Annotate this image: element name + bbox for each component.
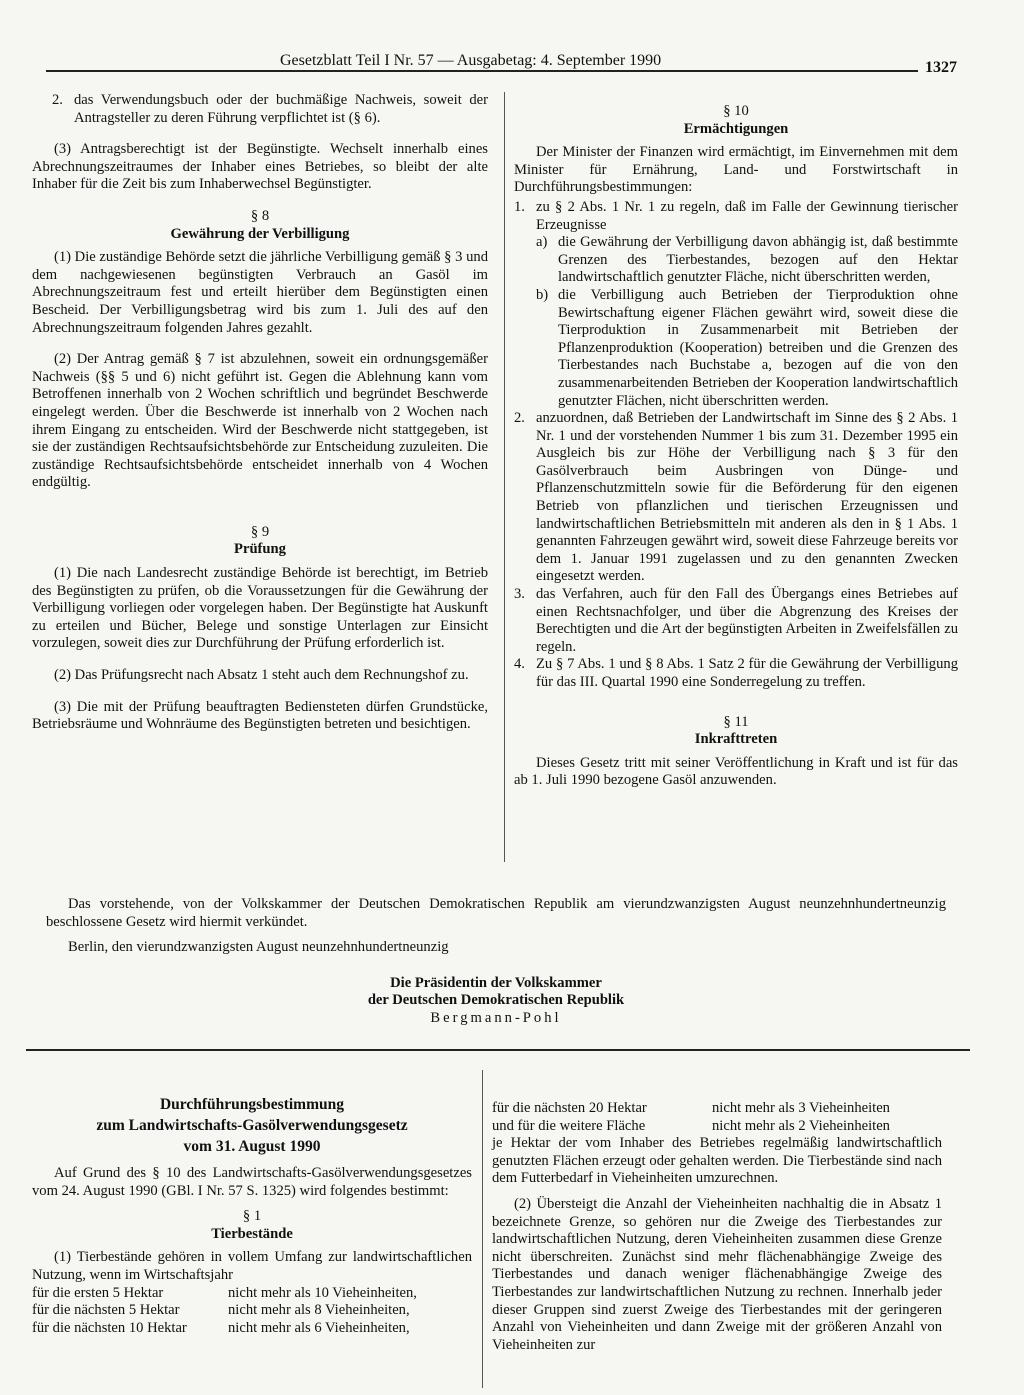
- regulation-date: vom 31. August 1990: [183, 1138, 321, 1155]
- list-item: 1. zu § 2 Abs. 1 Nr. 1 zu regeln, daß im Falle der Gewinnung tierischer Erzeugnisse: [514, 198, 958, 233]
- paragraph: Auf Grund des § 10 des Landwirtschafts-Gasölverwendungsgesetzes vom 24. August 1990 (GBl. I Nr. 57 S. 1325) wird folgendes bestimmt:: [32, 1165, 472, 1199]
- section-number: § 1: [242, 1208, 262, 1225]
- signer-name: Bergmann-Pohl: [430, 1009, 562, 1026]
- left-column-lower: [32, 1094, 472, 1337]
- table-row: und für die weitere Fläche nicht mehr als 2 Vieheinheiten: [492, 1117, 890, 1134]
- section-number: § 9: [250, 523, 270, 540]
- regulation-subtitle: zum Landwirtschafts-Gasölverwendungsgesetz: [96, 1117, 408, 1134]
- place-date: Berlin, den vierundzwanzigsten August neunzehnhundertneunzig: [68, 939, 449, 956]
- section-number: § 10: [723, 103, 749, 119]
- right-column-lower: [492, 1100, 942, 1354]
- left-column-upper: [32, 92, 488, 748]
- column-divider-lower: [482, 1070, 483, 1388]
- paragraph: Der Minister der Finanzen wird ermächtigt, im Einvernehmen mit dem Minister für Ernährung, Land- und Forstwirtschaft in Durchführungsbestimmungen:: [514, 144, 958, 196]
- paragraph: Dieses Gesetz tritt mit seiner Veröffentlichung in Kraft und ist für das ab 1. Juli 1990 bezogene Gasöl anzuwenden.: [514, 754, 958, 789]
- promulgation-text: Das vorstehende, von der Volkskammer der Deutschen Demokratischen Republik am vierundzwanzigsten August neunzehnhundertneunzig beschlossene Gesetz wird hiermit verkündet.: [46, 896, 946, 930]
- section-title: Tierbestände: [211, 1225, 293, 1242]
- section-number: § 8: [250, 207, 270, 224]
- header-rule: [46, 70, 918, 72]
- paragraph: (1) Tierbestände gehören in vollem Umfang zur landwirtschaftlichen Nutzung, wenn im Wirtschaftsjahr: [32, 1249, 472, 1283]
- section-rule: [26, 1049, 970, 1051]
- table-row: für die ersten 5 Hektar nicht mehr als 10 Vieheinheiten,: [32, 1284, 417, 1301]
- table-row: für die nächsten 10 Hektar nicht mehr als 6 Vieheinheiten,: [32, 1319, 410, 1336]
- table-row: für die nächsten 20 Hektar nicht mehr als 3 Vieheinheiten: [492, 1100, 890, 1116]
- signature-office-2: der Deutschen Demokratischen Republik: [367, 992, 625, 1009]
- gazette-title: Gesetzblatt Teil I Nr. 57 — Ausgabetag: 4. September 1990: [280, 52, 662, 69]
- regulation-title: Durchführungsbestimmung: [159, 1096, 345, 1113]
- section-title: Inkrafttreten: [694, 731, 778, 748]
- right-column-upper: [514, 103, 958, 804]
- paragraph: (3) Die mit der Prüfung beauftragten Bediensteten dürfen Grundstücke, Betriebsräume und Wohnräume des Begünstigten betreten und besichtigen.: [32, 698, 488, 733]
- section-number: § 11: [723, 713, 749, 730]
- sub-item: a) die Gewährung der Verbilligung davon abhängig ist, daß bestimmte Grenzen des Tierbestandes, bezogen auf den Hektar landwirtschaftlich genutzter Fläche, nicht überschritten werden,: [536, 234, 958, 286]
- paragraph: (1) Die zuständige Behörde setzt die jährliche Verbilligung gemäß § 3 und dem nachgewiesenen begünstigten Verbrauch an Gasöl im Abrechnungszeitraum fest und erteilt hierüber dem Begünstigten einen Bescheid. Der Verbilligungsbetrag wird bis zum 1. Juli des auf den Abrechnungszeitraum folgenden Jahres gezahlt.: [32, 249, 488, 336]
- column-divider: [504, 92, 505, 862]
- list-item: 2. das Verwendungsbuch oder der buchmäßige Nachweis, soweit der Antragsteller zu deren Führung verpflichtet ist (§ 6).: [52, 92, 488, 126]
- table-row: für die nächsten 5 Hektar nicht mehr als 8 Vieheinheiten,: [32, 1302, 410, 1319]
- list-item: 3. das Verfahren, auch für den Fall des Übergangs eines Betriebes auf einen Rechtsnachfolger, und über die Abgrenzung des Kreises der Berechtigten und die Art der begünstigten Arbeiten in Zweifelsfällen zu regeln.: [514, 586, 958, 655]
- paragraph: (1) Die nach Landesrecht zuständige Behörde ist berechtigt, im Betrieb des Begünstigten zu prüfen, ob die Voraussetzungen für die Gewährung der Verbilligung vorliegen oder vorgelegen haben. Der Begünstigte hat Auskunft zu erteilen und Bücher, Belege und sonstige Unterlagen zur Einsicht vorzulegen, soweit dies zur Durchführung der Prüfung erforderlich ist.: [32, 565, 488, 652]
- section-title: Gewährung der Verbilligung: [170, 225, 350, 242]
- paragraph: (3) Antragsberechtigt ist der Begünstigte. Wechselt innerhalb eines Abrechnungszeitraumes der Inhaber eines Betriebes, so bleibt der alte Inhaber für die Zeit bis zum Inhaberwechsel Begünstigter.: [32, 141, 488, 193]
- promulgation: [46, 896, 946, 1028]
- paragraph: (2) Der Antrag gemäß § 7 ist abzulehnen, soweit ein ordnungsgemäßer Nachweis (§§ 5 und 6) nicht geführt ist. Gegen die Ablehnung kann vom Betroffenen innerhalb von 2 Wochen schriftlich und begründet Beschwerde eingelegt werden. Über die Beschwerde ist innerhalb von 2 Wochen nach ihrem Eingang zu entscheiden. Wird der Beschwerde nicht stattgegeben, ist sie der zuständigen Rechtsaufsichtsbehörde zur Entscheidung zuzuleiten. Die zuständige Rechtsaufsichtsbehörde entscheidet innerhalb von 4 Wochen endgültig.: [32, 351, 488, 491]
- section-title: Ermächtigungen: [683, 120, 789, 137]
- sub-item: b) die Verbilligung auch Betrieben der Tierproduktion ohne Bewirtschaftung eigener Flächen gewährt wird, soweit diese die Tierproduktion in Zusammenarbeit mit Betrieben der Pflanzenproduktion (Kooperation) betreiben und die Grenzen des Tierbestandes nach Buchstabe a, bezogen auf die von den zusammenarbeitenden Betrieben der Kooperation landwirtschaftlich genutzter Flächen, nicht überschritten werden.: [536, 286, 958, 409]
- list-item: 4. Zu § 7 Abs. 1 und § 8 Abs. 1 Satz 2 für die Gewährung der Verbilligung für das III. Quartal 1990 eine Sonderregelung zu treffen.: [514, 656, 958, 690]
- paragraph: (2) Das Prüfungsrecht nach Absatz 1 steht auch dem Rechnungshof zu.: [54, 667, 469, 684]
- paragraph: je Hektar der vom Inhaber des Betriebes regelmäßig landwirtschaftlich genutzten Flächen erzeugt oder gehalten werden. Die Tierbestände sind nach dem Futterbedarf in Vieheinheiten umzurechnen.: [492, 1135, 942, 1187]
- paragraph: (2) Übersteigt die Anzahl der Vieheinheiten nachhaltig die in Absatz 1 bezeichnete Grenze, so gehören nur die Zweige des Tierbestandes zur landwirtschaftlichen Nutzung, deren Vieheinheiten zusammen diese Grenze nicht überschreiten. Zunächst sind mehr flächenabhängige Zweige des Tierbestandes und danach weniger flächenabhängige Zweige des Tierbestandes zur landwirtschaftlichen Nutzung zu rechnen. Innerhalb jeder dieser Gruppen sind zuerst Zweige des Tierbestandes mit der geringeren Anzahl von Vieheinheiten und dann Zweige mit der größeren Anzahl von Vieheinheiten zur: [492, 1195, 942, 1353]
- section-title: Prüfung: [234, 541, 286, 558]
- page-number: 1327: [925, 59, 957, 76]
- signature-office: Die Präsidentin der Volkskammer: [390, 974, 602, 991]
- list-item: 2. anzuordnen, daß Betrieben der Landwirtschaft im Sinne des § 2 Abs. 1 Nr. 1 und der vorstehenden Nummer 1 bis zum 31. Dezember 1995 ein Ausgleich bis zur Höhe der Verbilligung nach § 3 für den Gasölverbrauch beim Ausbringen von Dünge- und Pflanzenschutzmitteln sowie für die Beförderung für den eigenen Betrieb von pflanzlichen und tierischen Erzeugnissen und landwirtschaftlichen Betriebsmitteln mit anderen als den in § 1 Abs. 1 genannten Fahrzeugen gewährt wird, soweit diese Fahrzeuge bereits vor dem 1. Januar 1991 zugelassen und zu den genannten Zwecken eingesetzt werden.: [514, 410, 958, 585]
